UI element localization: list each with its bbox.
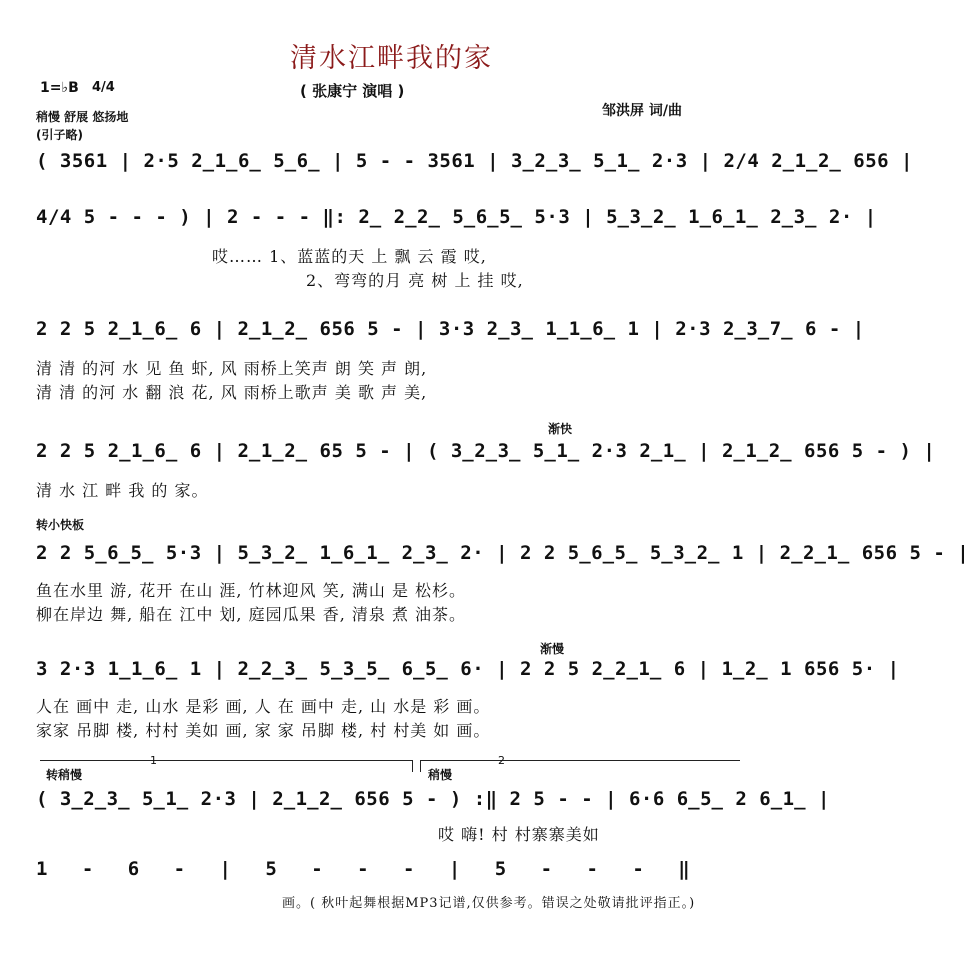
- marking-zhuan-shaoman: 转稍慢: [46, 768, 83, 782]
- marking-jiankuai: 渐快: [548, 422, 573, 436]
- lyric-row-3-verse-1: 清 清 的河 水 见 鱼 虾, 风 雨桥上笑声 朗 笑 声 朗,: [36, 359, 428, 378]
- intro-note: (引子略): [36, 128, 83, 142]
- lyric-row-3-verse-2: 清 清 的河 水 翻 浪 花, 风 雨桥上歌声 美 歌 声 美,: [36, 383, 428, 402]
- lyric-row-4: 清 水 江 畔 我 的 家。: [36, 481, 209, 500]
- notation-row-8: 1 - 6 - | 5 - - - | 5 - - - ‖: [36, 858, 691, 880]
- volta-bracket-1-end: [412, 760, 413, 772]
- lyric-row-6-verse-2: 家家 吊脚 楼, 村村 美如 画, 家 家 吊脚 楼, 村 村美 如 画。: [36, 721, 491, 740]
- volta-bracket-2-start: [420, 760, 421, 772]
- lyric-row-5-verse-2: 柳在岸边 舞, 船在 江中 划, 庭园瓜果 香, 清泉 煮 油茶。: [36, 605, 467, 624]
- lyric-row-8-footnote: 画。( 秋叶起舞根据MP3记谱,仅供参考。错误之处敬请批评指正。): [282, 896, 696, 911]
- tempo-instruction: 稍慢 舒展 悠扬地: [36, 110, 129, 124]
- notation-row-5: 2 2 5̲6̲5̲ 5·3 | 5̲3̲2̲ 1̲6̲1̲ 2̲3̲ 2· | 2 2 5̲6̲5̲ 5̲3̲2̲ 1 | 2̲2̲1̲ 656 5 - |: [36, 542, 969, 564]
- marking-jianman: 渐慢: [540, 642, 565, 656]
- volta-1-label: 1: [150, 754, 157, 767]
- lyric-row-5-verse-1: 鱼在水里 游, 花开 在山 涯, 竹林迎风 笑, 满山 是 松杉。: [36, 581, 467, 600]
- notation-row-6: 3 2·3 1̲1̲6̲ 1 | 2̲2̲3̲ 5̲3̲5̲ 6̲5̲ 6· | 2 2 5 2̲2̲1̲ 6 | 1̲2̲ 1 656 5· |: [36, 658, 900, 680]
- volta-bracket-2: [420, 760, 740, 761]
- time-signature: 4/4: [92, 80, 115, 95]
- notation-row-1: ( 3561 | 2·5 2̲1̲6̲ 5̲6̲ | 5 - - 3561 | 3̲2̲3̲ 5̲1̲ 2·3 | 2/4 2̲1̲2̲ 656 |: [36, 150, 913, 172]
- lyric-row-2-verse-1: 哎…… 1、蓝蓝的天 上 飘 云 霞 哎,: [212, 247, 487, 266]
- volta-2-label: 2: [498, 754, 505, 767]
- marking-zhuan-xiaokuaiban: 转小快板: [36, 518, 85, 532]
- lyric-row-7: 哎 嗨! 村 村寨寨美如: [438, 825, 600, 844]
- notation-row-4: 2 2 5 2̲1̲6̲ 6 | 2̲1̲2̲ 65 5 - | ( 3̲2̲3̲ 5̲1̲ 2·3 2̲1̲ | 2̲1̲2̲ 656 5 - ) |: [36, 440, 936, 462]
- performer-label: ( 张康宁 演唱 ): [300, 82, 405, 100]
- volta-bracket-1: [40, 760, 412, 761]
- notation-row-7: ( 3̲2̲3̲ 5̲1̲ 2·3 | 2̲1̲2̲ 656 5 - ) :‖ 2 5 - - | 6·6 6̲5̲ 2 6̲1̲ |: [36, 788, 830, 810]
- key-signature: 1=♭B: [40, 80, 79, 96]
- lyric-row-2-verse-2: 2、弯弯的月 亮 树 上 挂 哎,: [306, 271, 524, 290]
- notation-row-2: 4/4 5 - - - ) | 2 - - - ‖: 2̲ 2̲2̲ 5̲6̲5̲ 5·3 | 5̲3̲2̲ 1̲6̲1̲ 2̲3̲ 2· |: [36, 206, 877, 228]
- credits-label: 邹洪屏 词/曲: [602, 103, 682, 119]
- marking-shaoman: 稍慢: [428, 768, 453, 782]
- page-title: 清水江畔我的家: [290, 43, 493, 74]
- notation-row-3: 2 2 5 2̲1̲6̲ 6 | 2̲1̲2̲ 656 5 - | 3·3 2̲3̲ 1̲1̲6̲ 1 | 2·3 2̲3̲7̲ 6 - |: [36, 318, 865, 340]
- lyric-row-6-verse-1: 人在 画中 走, 山水 是彩 画, 人 在 画中 走, 山 水是 彩 画。: [36, 697, 491, 716]
